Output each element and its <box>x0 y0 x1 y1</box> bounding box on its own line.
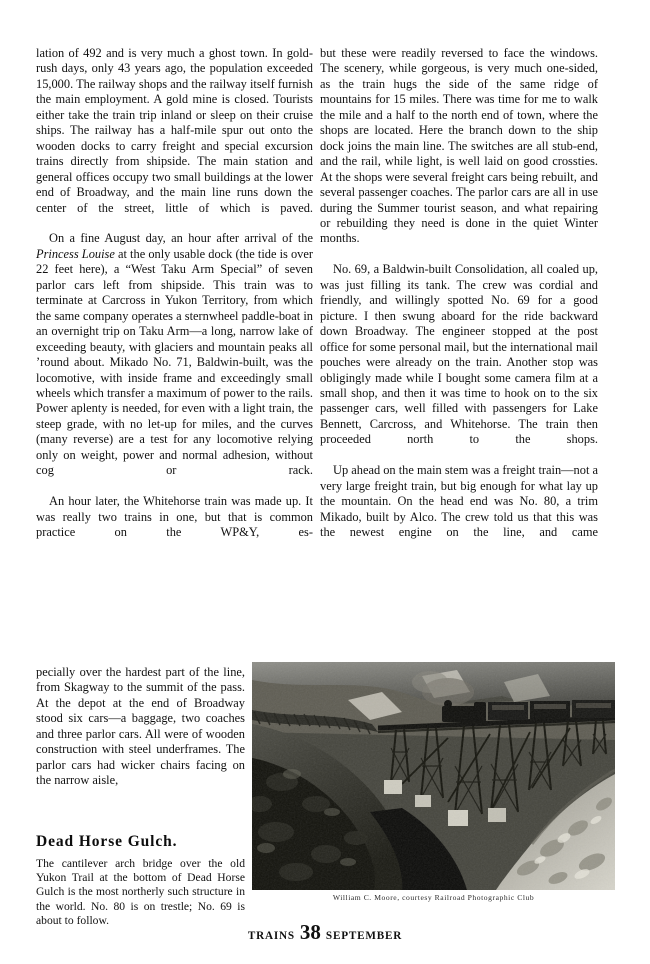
paragraph-text-lead: On a fine August day, an hour after arrival of the <box>49 231 313 246</box>
paragraph-depot-cars: pecially over the hardest part of the line, from Skagway to the summit of the pass. At the depot at the end of Broadway stood six cars—a baggage, two coaches and three parlor cars. All were of wooden construction with steel underframes. The parlor cars had wicker chairs facing on the narrow aisle, <box>36 665 245 788</box>
paragraph-text-rest: at the only usable dock (the tide is over 22 feet here), a “West Taku Arm Special” of seven parlor cars left from shipside. This train was to terminate at Carcross in Yukon Territory, from which the same company operates a sternwheel paddle-boat in an overnight trip on Taku Arm—a long, narrow lake of exceeding beauty, with glaciers and mountain peaks all ’round about. Mikado No. 71, Baldwin-built, was the locomotive, with inside frame and exceedingly small wheels which transfer a maximum of power to the rails. Power aplenty is needed, for even with a light train, the steep grade, with no let-up for miles, and the curves (many reverse) are a test for any locomotive relying only on weight, power and normal adhesion, without cog or rack. <box>36 246 313 478</box>
paragraph-freight-train: Up ahead on the main stem was a freight train—not a very large freight train, but big enough for what lay up the mountain. On the head end was No. 80, a trim Mikado, built by Alco. The crew told us that this was the newest engine on the line, and came <box>320 463 598 540</box>
footer-page-number: 38 <box>299 920 321 944</box>
photo-illustration <box>252 662 615 890</box>
ship-name-italic: Princess Louise <box>36 246 115 261</box>
paragraph-no69: No. 69, a Baldwin-built Consolidation, all coaled up, was just filling its tank. The crew was cordial and friendly, and willingly spotted No. 69 for a good picture. I then swung aboard for the ride backward down Broadway. The engineer stopped at the post office for some personal mail, but the international mail pouches were already on the train. Another stop was obligingly made while I bought some camera film at a small shop, and then it was time to hook on to the six passenger cars, well filled with passengers for Lake Bennett, Carcross, and Whitehorse. The train then proceeded north to the shops. <box>320 262 598 447</box>
section-heading-body <box>36 857 245 928</box>
paragraph-continuation: lation of 492 and is very much a ghost town. In gold-rush days, only 43 years ago, the population exceeded 15,000. The railway shops and the railway itself furnish the main employment. A gold mine is closed. Tourists either take the train trip inland or sleep on their cruise ships. The railway has a half-mile spur out onto the wooden docks to carry freight and special excursion trains directly from shipside. The main station and general offices occupy two small buildings at the lower end of Broadway, and the main line runs down the center of the street, little of which is paved. <box>36 46 313 215</box>
left-text-column <box>36 46 313 556</box>
wrapped-text-beside-photo <box>36 665 245 789</box>
paragraph-august-day <box>36 231 313 494</box>
paragraph-scenery: but these were readily reversed to face the windows. The scenery, while gorgeous, is very much one-sided, as the train hugs the side of the same ridge of mountains for 15 miles. There was time for me to walk the mile and a half to the north end of town, where the shops are located. Here the branch down to the ship dock joins the main line. The switches are all stub-end, and the rail, while light, is well laid on good crossties. At the shops were several freight cars being rebuilt, and several passenger coaches. The parlor cars are all in use during the Summer tourist season, and what repairing or rebuilding they need is done in the quiet Winter months. <box>320 46 598 246</box>
page-footer <box>0 920 650 945</box>
right-text-column <box>320 46 598 556</box>
photo-credit-caption: William C. Moore, courtesy Railroad Photographic Club <box>332 893 535 902</box>
footer-issue-month: SEPTEMBER <box>325 930 403 942</box>
section-heading-dead-horse-gulch: Dead Horse Gulch. <box>36 833 178 850</box>
photograph-trestle-bridge <box>252 662 615 890</box>
footer-magazine-name: TRAINS <box>247 930 295 942</box>
caption-paragraph: The cantilever arch bridge over the old Yukon Trail at the bottom of Dead Horse Gulch is the most northerly such structure in the world. No. 80 is on trestle; No. 69 is about to follow. <box>36 857 245 927</box>
paragraph-whitehorse-train: An hour later, the Whitehorse train was made up. It was really two trains in one, but that is common practice on the WP&Y, es- <box>36 494 313 540</box>
